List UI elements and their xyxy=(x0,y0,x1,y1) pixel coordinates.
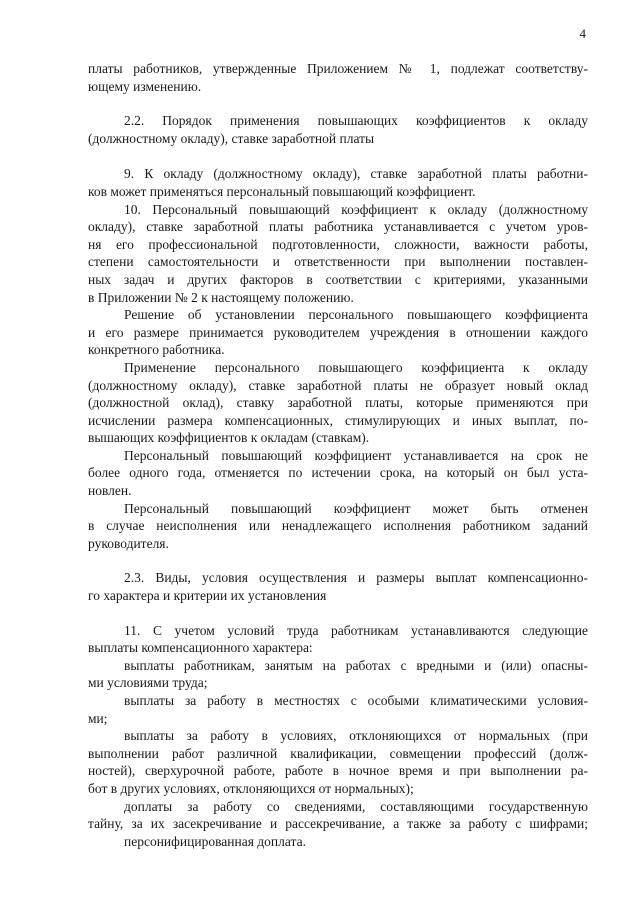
section-heading: 2.3. Виды, условия осуществления и размеры выплат компенсационно- xyxy=(124,570,588,586)
text-line: выплаты компенсационного характера: xyxy=(88,640,313,656)
list-item: тайну, за их засекречивание и рассекречивание, а также за работу с шифрами; xyxy=(88,816,588,832)
list-item: ми условиями труда; xyxy=(88,675,208,691)
list-item: ми; xyxy=(88,710,108,726)
text-line: в случае неисполнения или ненадлежащего исполнения работником заданий xyxy=(88,518,588,534)
text-line: руководителя. xyxy=(88,535,169,551)
text-line: 9. К окладу (должностному окладу), ставке заработной платы работни- xyxy=(124,166,588,182)
text-line: (должностному окладу), ставке заработной платы не образует новый оклад xyxy=(88,377,588,393)
list-item: бот в других условиях, отклоняющихся от нормальных); xyxy=(88,780,414,796)
section-heading: (должностному окладу), ставке заработной платы xyxy=(88,130,375,146)
text-line: вышающих коэффициентов к окладам (ставкам). xyxy=(88,430,370,446)
list-item: выполнении работ различной квалификации, совмещении профессий (долж- xyxy=(88,745,588,761)
text-line: Персональный повышающий коэффициент устанавливается на срок не xyxy=(124,447,588,463)
document-body xyxy=(88,60,588,850)
text-line: 11. С учетом условий труда работникам устанавливаются следующие xyxy=(124,622,588,638)
page-number: 4 xyxy=(579,26,586,41)
text-line: (должностной оклад), ставку заработной платы, которые применяются при xyxy=(88,395,588,411)
list-item: выплаты за работу в условиях, отклоняющихся от нормальных (при xyxy=(124,728,588,744)
section-heading: го характера и критерии их установления xyxy=(88,588,327,604)
text-line: Решение об установлении персонального повышающего коэффициента xyxy=(124,307,588,323)
text-line: платы работников, утвержденные Приложением № 1, подлежат соответству- xyxy=(88,61,588,76)
text-line: ня его профессиональной подготовленности, сложности, важности работы, xyxy=(88,236,588,252)
list-item: выплаты работникам, занятым на работах с вредными и (или) опасны- xyxy=(124,657,588,673)
list-item: доплаты за работу со сведениями, составляющими государственную xyxy=(124,798,588,814)
list-item: ностей), сверхурочной работе, работе в ночное время и при выполнении ра- xyxy=(88,763,588,779)
text-line: и его размере принимается руководителем учреждения в отношении каждого xyxy=(88,324,588,340)
list-item: персонифицированная доплата. xyxy=(124,833,306,849)
text-line: ков может применяться персональный повышающий коэффициент. xyxy=(88,183,476,199)
text-line: степени самостоятельности и ответственности при выполнении поставлен- xyxy=(88,254,588,270)
text-line: конкретного работника. xyxy=(88,342,225,358)
text-line: ных задач и других факторов в соответствии с критериями, указанными xyxy=(88,271,588,287)
text-line: более одного года, отменяется по истечении срока, на который он был уста- xyxy=(88,465,588,481)
text-line: исчислении размера компенсационных, стимулирующих и иных выплат, по- xyxy=(88,412,588,428)
section-heading: 2.2. Порядок применения повышающих коэффициентов к окладу xyxy=(124,113,588,129)
text-line: окладу), ставке заработной платы работника устанавливается с учетом уров- xyxy=(88,219,588,235)
text-line: новлен. xyxy=(88,483,132,499)
text-line: Применение персонального повышающего коэффициента к окладу xyxy=(124,359,588,375)
text-line: Персональный повышающий коэффициент может быть отменен xyxy=(124,500,588,516)
text-line: ющему изменению. xyxy=(88,78,202,94)
text-line: в Приложении № 2 к настоящему положению. xyxy=(88,289,354,305)
list-item: выплаты за работу в местностях с особыми климатическими условия- xyxy=(124,693,588,708)
text-line: 10. Персональный повышающий коэффициент к окладу (должностному xyxy=(124,201,588,217)
